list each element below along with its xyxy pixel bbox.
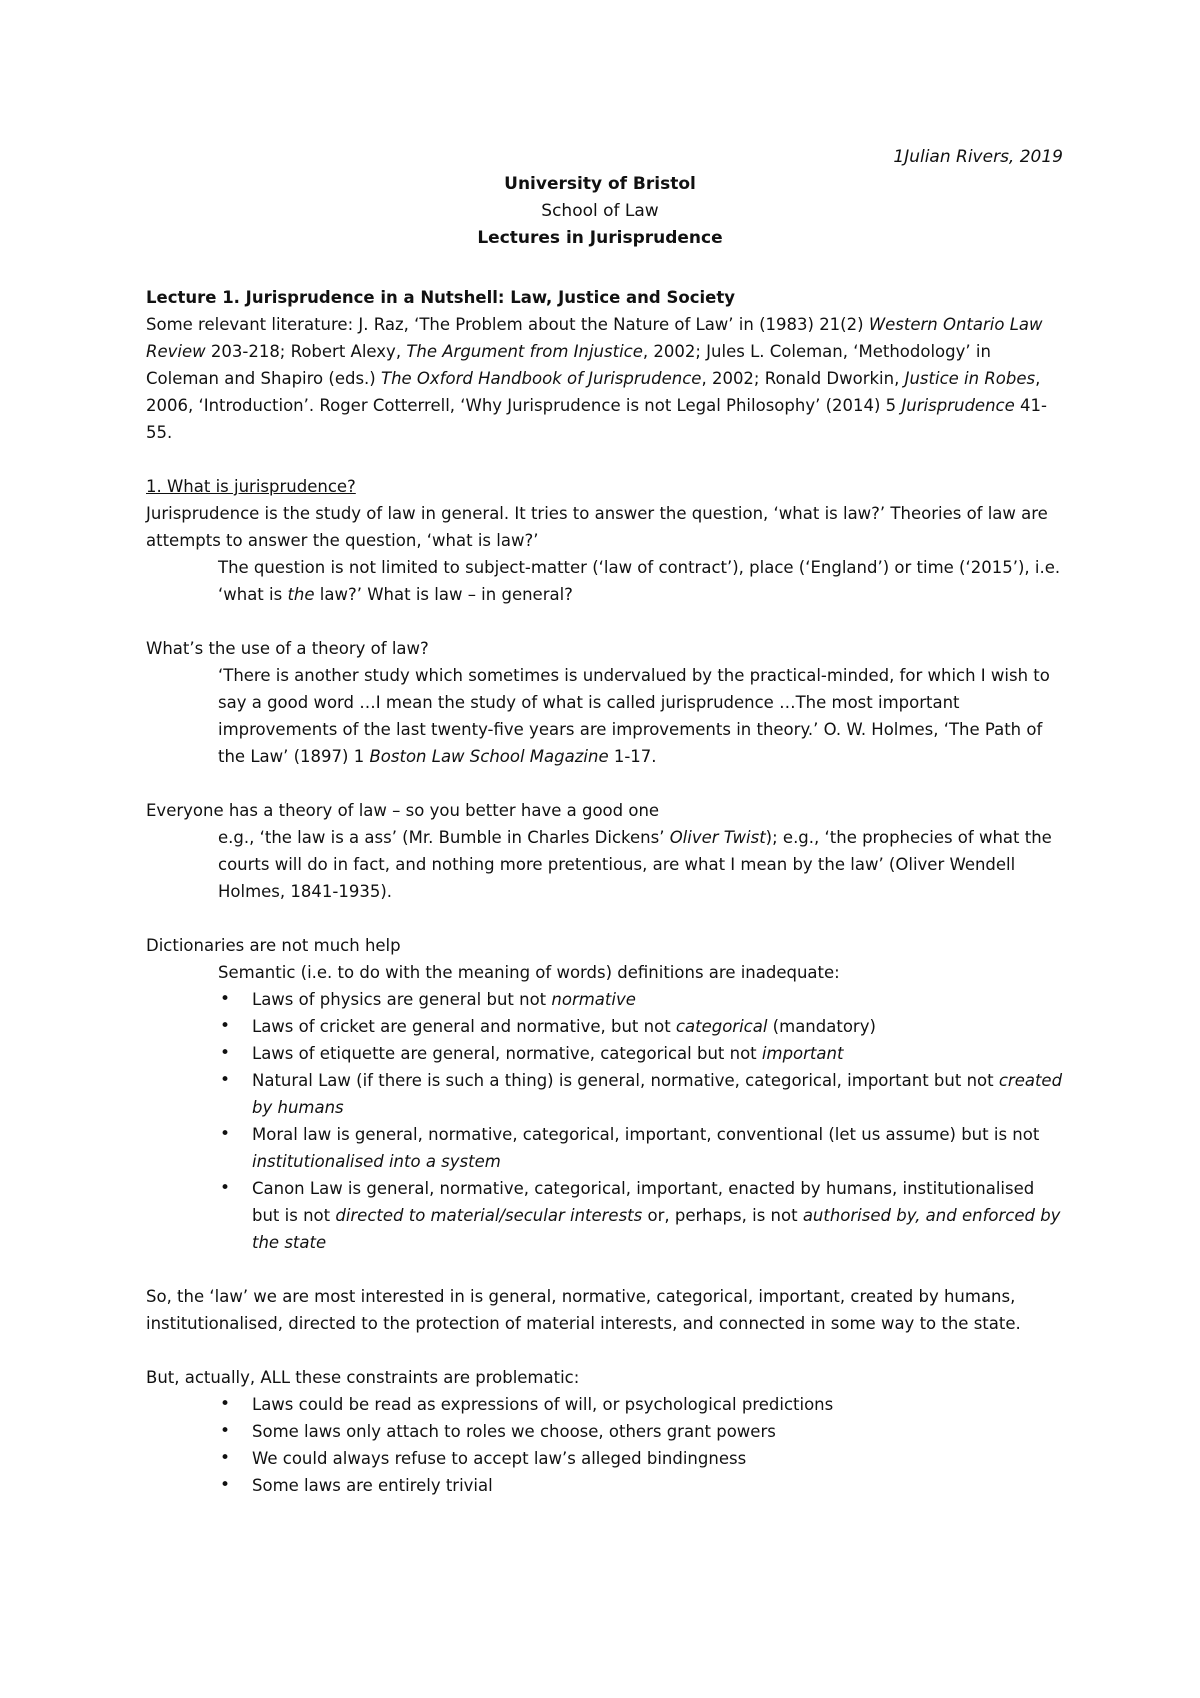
author-date: 1Julian Rivers, 2019 [893,147,1063,167]
law-types-list [146,986,1066,1256]
list-item: • Some laws are entirely trivial [218,1472,1066,1499]
list-item: • Laws of physics are general but not normative [218,986,1066,1013]
university-name: University of Bristol [504,174,696,194]
question-paragraph: The question is not limited to subject-matter (‘law of contract’), place (‘England’) or time (‘2015’), i.e. ‘what is the law?’ What is law – in general? [218,558,1061,604]
school-name: School of Law [541,201,659,221]
use-heading: What’s the use of a theory of law? [146,639,429,658]
document-body [146,284,1066,1499]
section-heading: 1. What is jurisprudence? [146,477,356,496]
problems-list [146,1391,1066,1499]
list-item: • Canon Law is general, normative, categorical, important, enacted by humans, institutionalised but is not directed to material/secular interests or, perhaps, is not authorised by, and enforced by the state [218,1175,1066,1256]
so-paragraph: So, the ‘law’ we are most interested in is general, normative, categorical, important, created by humans, institutionalised, directed to the protection of material interests, and connected in some way to the state. [146,1287,1021,1333]
list-item: • Natural Law (if there is such a thing) is general, normative, categorical, important but not created by humans [218,1067,1066,1121]
lecture-title: Lecture 1. Jurisprudence in a Nutshell: Law, Justice and Society [146,288,735,307]
holmes-quote: ‘There is another study which sometimes is undervalued by the practical-minded, for which I wish to say a good word …I mean the study of what is called jurisprudence …The most important improvements of the last twenty-five years are improvements in theory.’ O. W. Holmes, ‘The Path of the Law’ (1897) 1 Boston Law School Magazine 1-17. [218,666,1050,766]
dictionaries-heading: Dictionaries are not much help [146,936,401,955]
list-item: • Laws of cricket are general and normative, but not categorical (mandatory) [218,1013,1066,1040]
semantic-paragraph: Semantic (i.e. to do with the meaning of words) definitions are inadequate: [218,963,840,982]
series-title: Lectures in Jurisprudence [477,228,723,248]
list-item: • Laws could be read as expressions of will, or psychological predictions [218,1391,1066,1418]
intro-paragraph: Jurisprudence is the study of law in general. It tries to answer the question, ‘what is law?’ Theories of law are attempts to answer the question, ‘what is law?’ [146,504,1048,550]
literature-paragraph: Some relevant literature: J. Raz, ‘The Problem about the Nature of Law’ in (1983) 21(2) Western Ontario Law Review 203-218; Robert Alexy, The Argument from Injustice, 2002; Jules L. Coleman, ‘Methodology’ in Coleman and Shapiro (eds.) The Oxford Handbook of Jurisprudence, 2002; Ronald Dworkin, Justice in Robes, 2006, ‘Introduction’. Roger Cotterrell, ‘Why Jurisprudence is not Legal Philosophy’ (2014) 5 Jurisprudence 41-55. [146,315,1047,442]
list-item: • Some laws only attach to roles we choose, others grant powers [218,1418,1066,1445]
list-item: • Laws of etiquette are general, normative, categorical but not important [218,1040,1066,1067]
examples-paragraph: e.g., ‘the law is a ass’ (Mr. Bumble in Charles Dickens’ Oliver Twist); e.g., ‘the prophecies of what the courts will do in fact, and nothing more pretentious, are what I mean by the law’ (Oliver Wendell Holmes, 1841-1935). [218,828,1052,901]
list-item: • Moral law is general, normative, categorical, important, conventional (let us assume) but is not institutionalised into a system [218,1121,1066,1175]
everyone-heading: Everyone has a theory of law – so you better have a good one [146,801,660,820]
list-item: • We could always refuse to accept law’s alleged bindingness [218,1445,1066,1472]
problematic-heading: But, actually, ALL these constraints are problematic: [146,1368,580,1387]
